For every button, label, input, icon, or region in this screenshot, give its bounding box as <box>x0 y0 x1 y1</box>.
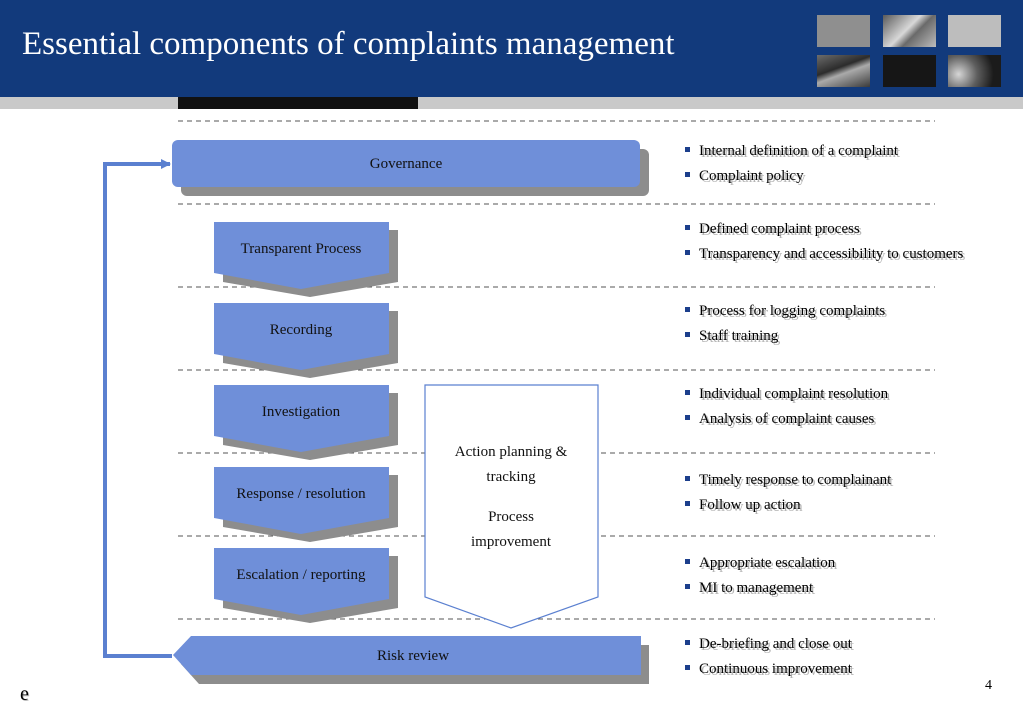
bullet-square-icon <box>685 332 690 337</box>
bullet-square-icon <box>685 172 690 177</box>
escalation-reporting-label: Escalation / reporting <box>236 567 366 583</box>
bullet-square-icon <box>685 665 690 670</box>
bullet-square-icon <box>685 390 690 395</box>
slide-title: Essential components of complaints management <box>22 26 675 62</box>
page-number: 4 <box>985 678 992 693</box>
action-planning-panel <box>425 385 598 628</box>
bullet-item <box>685 303 885 320</box>
bullet-text: Continuous improvement <box>699 661 852 677</box>
bullet-square-icon <box>685 559 690 564</box>
bullet-square-icon <box>685 501 690 506</box>
bullet-item <box>685 636 852 653</box>
bullet-item <box>685 497 801 514</box>
bullet-item <box>685 472 891 489</box>
bullet-text: Process for logging complaints <box>699 303 886 319</box>
bullet-square-icon <box>685 307 690 312</box>
bullet-item <box>685 221 860 238</box>
bullet-item <box>685 168 804 185</box>
bullet-text: Staff training <box>699 328 779 344</box>
bullet-text: Defined complaint process <box>699 221 860 237</box>
transparent-process-label: Transparent Process <box>240 241 362 257</box>
bullet-square-icon <box>685 584 690 589</box>
bullet-text: Complaint policy <box>699 168 804 184</box>
feedback-loop-arrow <box>105 164 172 656</box>
bullet-text: Follow up action <box>699 497 801 513</box>
bullet-item <box>685 555 835 572</box>
process-improvement-line-1: Process <box>488 509 534 525</box>
bullet-item <box>685 386 888 403</box>
bullet-square-icon <box>685 147 690 152</box>
bullet-square-icon <box>685 476 690 481</box>
response-resolution-label: Response / resolution <box>236 486 366 502</box>
transparent-process-chevron <box>214 222 398 297</box>
process-improvement-line-2: improvement <box>471 534 551 550</box>
governance-box <box>172 140 649 196</box>
bullet-square-icon <box>685 225 690 230</box>
bullet-text: Internal definition of a complaint <box>699 143 899 159</box>
risk-review-arrow-box <box>173 636 649 684</box>
bullet-square-icon <box>685 640 690 645</box>
bullet-text: De-briefing and close out <box>699 636 852 652</box>
bullet-item <box>685 580 813 597</box>
risk-review-label: Risk review <box>376 648 450 664</box>
bullet-text: Analysis of complaint causes <box>699 411 875 427</box>
investigation-chevron <box>214 385 398 460</box>
governance-label: Governance <box>369 156 443 172</box>
action-planning-line-1: Action planning & <box>454 444 568 460</box>
investigation-label: Investigation <box>261 404 341 420</box>
bullet-item <box>685 246 963 263</box>
footer-logo: e <box>20 683 29 705</box>
bullet-text: Individual complaint resolution <box>699 386 889 402</box>
bullet-square-icon <box>685 250 690 255</box>
bullet-text: Appropriate escalation <box>699 555 836 571</box>
bullet-text: MI to management <box>699 580 814 596</box>
recording-chevron <box>214 303 398 378</box>
response-resolution-chevron <box>214 467 398 542</box>
action-planning-line-2: tracking <box>486 469 536 485</box>
escalation-reporting-chevron <box>214 548 398 623</box>
bullet-text: Timely response to complainant <box>699 472 892 488</box>
bullet-item <box>685 143 898 160</box>
bullet-square-icon <box>685 415 690 420</box>
bullet-item <box>685 411 874 428</box>
bullet-text: Transparency and accessibility to customers <box>699 246 964 262</box>
bullet-item <box>685 328 778 345</box>
recording-label: Recording <box>269 322 333 338</box>
bullet-item <box>685 661 852 678</box>
